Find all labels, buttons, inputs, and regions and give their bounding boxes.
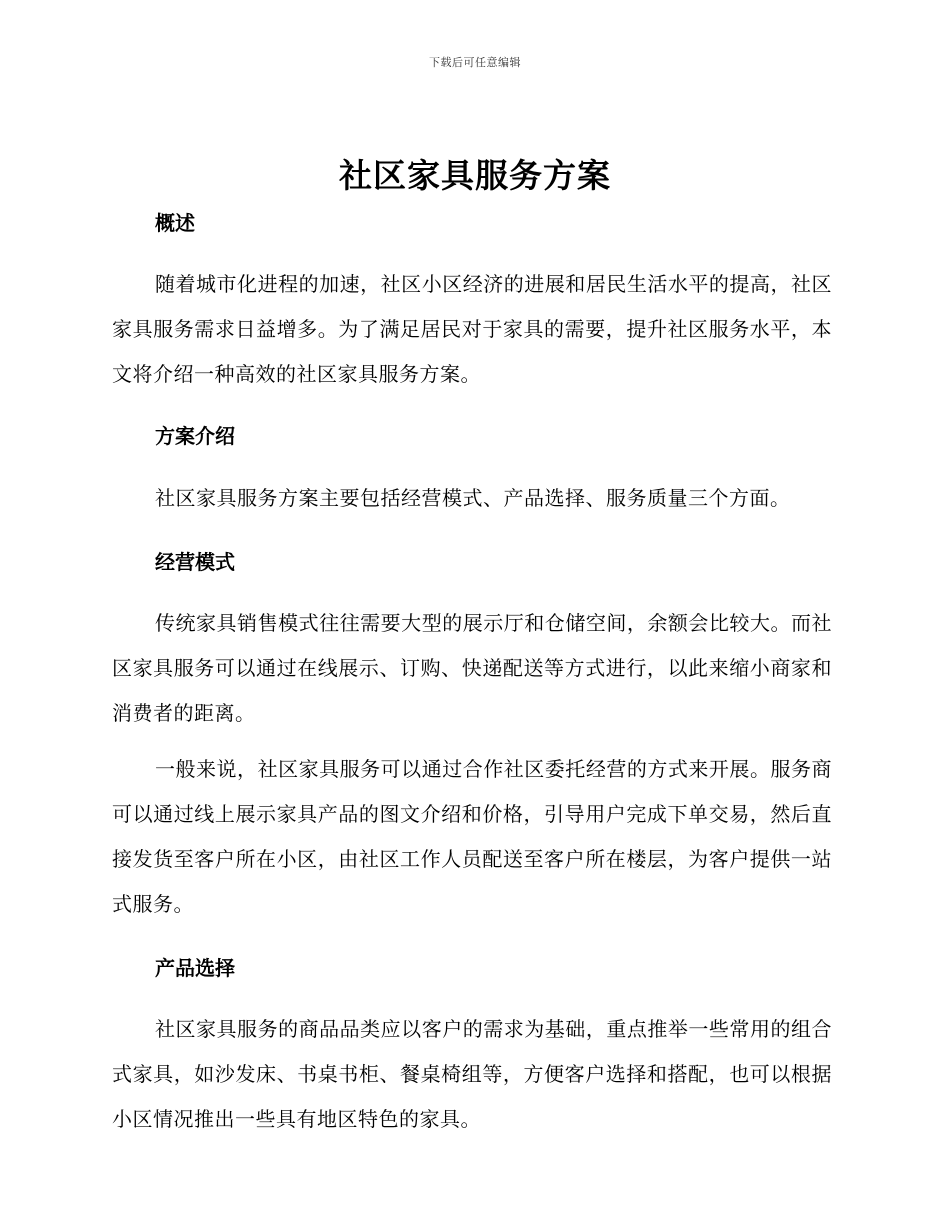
paragraph-business-model-2: 一般来说，社区家具服务可以通过合作社区委托经营的方式来开展。服务商可以通过线上展示家具产品的图文介绍和价格，引导用户完成下单交易，然后直接发货至客户所在小区，由社区工作人员配送至客户所在楼层，为客户提供一站式服务。 [112,757,832,916]
header-note: 下载后可任意编辑 [429,56,521,69]
document-body [112,206,832,1142]
paragraph-intro: 社区家具服务方案主要包括经营模式、产品选择、服务质量三个方面。 [155,486,791,510]
section-heading-business-model: 经营模式 [155,550,235,574]
section-heading-overview: 概述 [155,211,195,235]
paragraph-overview: 随着城市化进程的加速，社区小区经济的进展和居民生活水平的提高，社区家具服务需求日益增多。为了满足居民对于家具的需要，提升社区服务水平，本文将介绍一种高效的社区家具服务方案。 [112,272,832,386]
paragraph-product-selection: 社区家具服务的商品品类应以客户的需求为基础，重点推举一些常用的组合式家具，如沙发床、书桌书柜、餐桌椅组等，方便客户选择和搭配，也可以根据小区情况推出一些具有地区特色的家具。 [112,1017,832,1131]
document-title: 社区家具服务方案 [339,156,611,195]
section-heading-intro: 方案介绍 [155,424,235,448]
section-heading-product-selection: 产品选择 [155,956,235,980]
paragraph-business-model-1: 传统家具销售模式往往需要大型的展示厅和仓储空间，余额会比较大。而社区家具服务可以通过在线展示、订购、快递配送等方式进行，以此来缩小商家和消费者的距离。 [112,611,832,725]
